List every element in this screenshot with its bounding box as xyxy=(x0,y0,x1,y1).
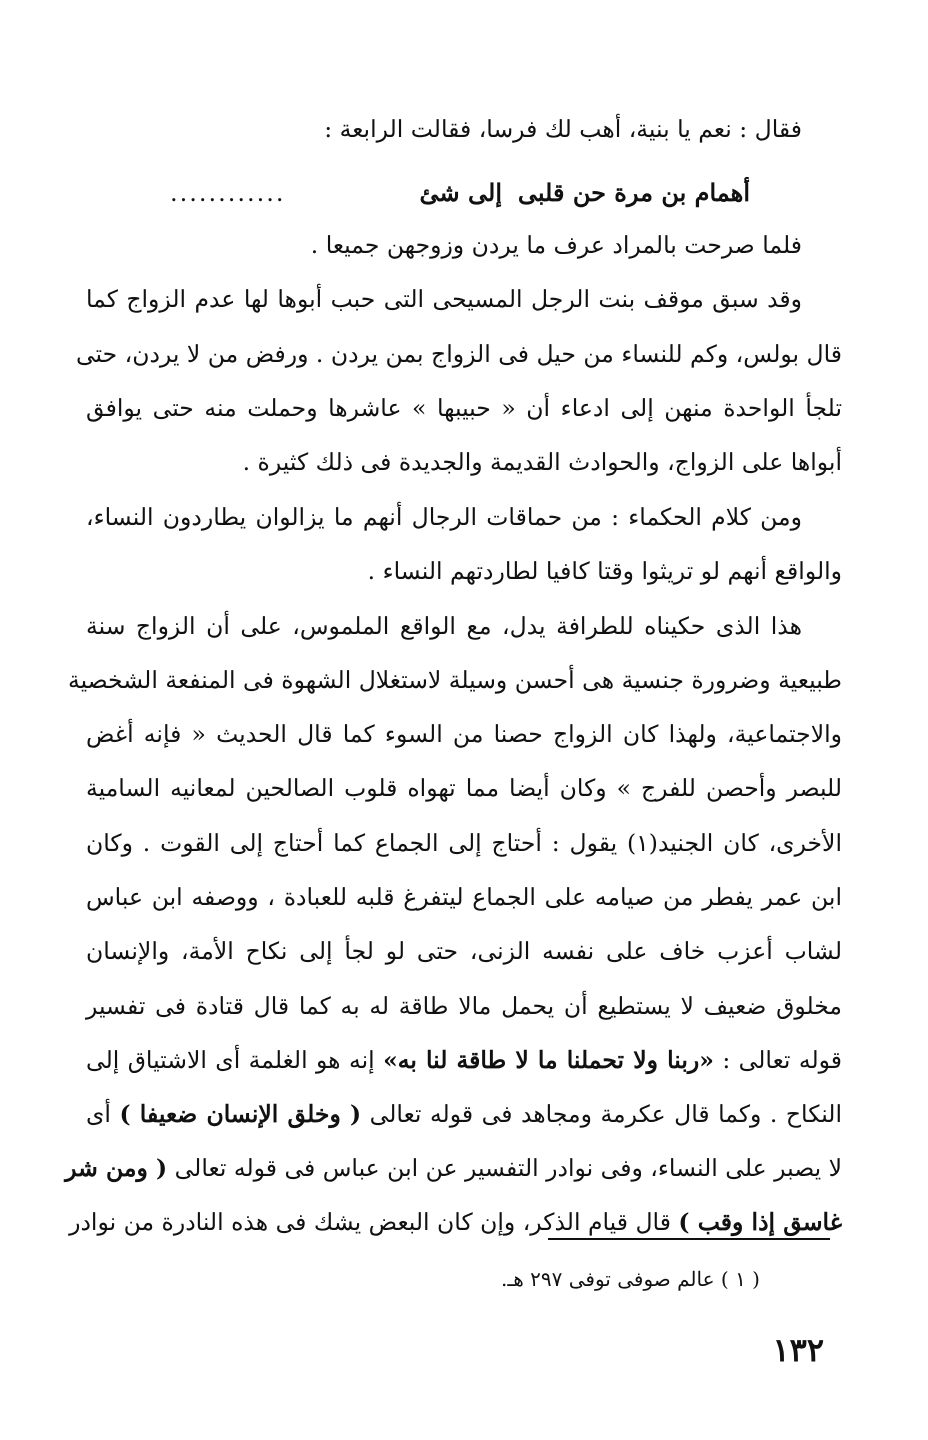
text-line: مخلوق ضعيف لا يستطيع أن يحمل مالا طاقة له به كما قال قتادة فى تفسير xyxy=(86,992,842,1020)
verse-hemistich-2: إلى شئ xyxy=(419,178,502,207)
intro-line: فقال : نعم يا بنية، أهب لك فرسا، فقالت الرابعة : xyxy=(324,115,802,143)
text-line: والواقع أنهم لو تريثوا وقتا كافيا لطاردتهم النساء . xyxy=(367,557,842,585)
footnote: ( ١ ) عالم صوفى توفى ٢٩٧ هـ. xyxy=(501,1267,760,1291)
footnote-separator xyxy=(548,1238,830,1240)
text-line: أبواها على الزواج، والحوادث القديمة والجديدة فى ذلك كثيرة . xyxy=(242,448,842,476)
text-segment: أى xyxy=(86,1100,120,1128)
verse-hemistich-1: أهمام بن مرة حن قلبى xyxy=(517,178,750,207)
text-line: ابن عمر يفطر من صيامه على الجماع ليتفرغ قلبه للعبادة ، ووصفه ابن عباس xyxy=(86,883,842,911)
text-line: لشاب أعزب خاف على نفسه الزنى، حتى لو لجأ إلى نكاح الأمة، والإنسان xyxy=(86,937,842,965)
text-segment: قوله تعالى : xyxy=(713,1046,842,1074)
text-line xyxy=(86,1097,842,1131)
verse-dots: ............ xyxy=(170,179,286,207)
poetry-verse xyxy=(170,175,750,211)
text-segment: النكاح . وكما قال عكرمة ومجاهد فى قوله تعالى xyxy=(361,1100,842,1128)
text-line: وقد سبق موقف بنت الرجل المسيحى التى حبب أبوها لها عدم الزواج كما xyxy=(86,285,802,313)
text-line: تلجأ الواحدة منهن إلى ادعاء أن « حبيبها » عاشرها وحملت منه حتى يوافق xyxy=(86,394,842,422)
page-number: ١٣٢ xyxy=(772,1331,824,1369)
quranic-quote: غاسق إذا وقب ) xyxy=(678,1208,842,1236)
text-line: فلما صرحت بالمراد عرف ما يردن وزوجهن جميعا . xyxy=(310,231,802,259)
text-line xyxy=(69,1205,842,1239)
quranic-quote: «ربنا ولا تحملنا ما لا طاقة لنا به» xyxy=(383,1046,714,1074)
quranic-quote: ( ومن شر xyxy=(65,1154,168,1182)
text-line: للبصر وأحصن للفرج » وكان أيضا مما تهواه قلوب الصالحين لمعانيه السامية xyxy=(86,774,842,802)
text-line: ومن كلام الحكماء : من حماقات الرجال أنهم ما يزالوان يطاردون النساء، xyxy=(86,503,802,531)
text-line xyxy=(65,1151,842,1185)
text-segment: إنه هو الغلمة أى الاشتياق إلى xyxy=(86,1046,384,1074)
text-line: هذا الذى حكيناه للطرافة يدل، مع الواقع الملموس، على أن الزواج سنة xyxy=(86,612,802,640)
text-line: الأخرى، كان الجنيد(١) يقول : أحتاج إلى الجماع كما أحتاج إلى القوت . وكان xyxy=(86,829,842,857)
text-line: والاجتماعية، ولهذا كان الزواج حصنا من السوء كما قال الحديث « فإنه أغض xyxy=(86,720,842,748)
text-segment: لا يصبر على النساء، وفى نوادر التفسير عن ابن عباس فى قوله تعالى xyxy=(167,1154,842,1182)
text-line: قال بولس، وكم للنساء من حيل فى الزواج بمن يردن . ورفض من لا يردن، حتى xyxy=(75,340,842,368)
quranic-quote: ( وخلق الإنسان ضعيفا ) xyxy=(119,1100,362,1128)
text-segment: قال قيام الذكر، وإن كان البعض يشك فى هذه النادرة من نوادر xyxy=(69,1208,679,1236)
text-line xyxy=(86,1043,842,1077)
text-line: طبيعية وضرورة جنسية هى أحسن وسيلة لاستغلال الشهوة فى المنفعة الشخصية xyxy=(67,666,842,694)
